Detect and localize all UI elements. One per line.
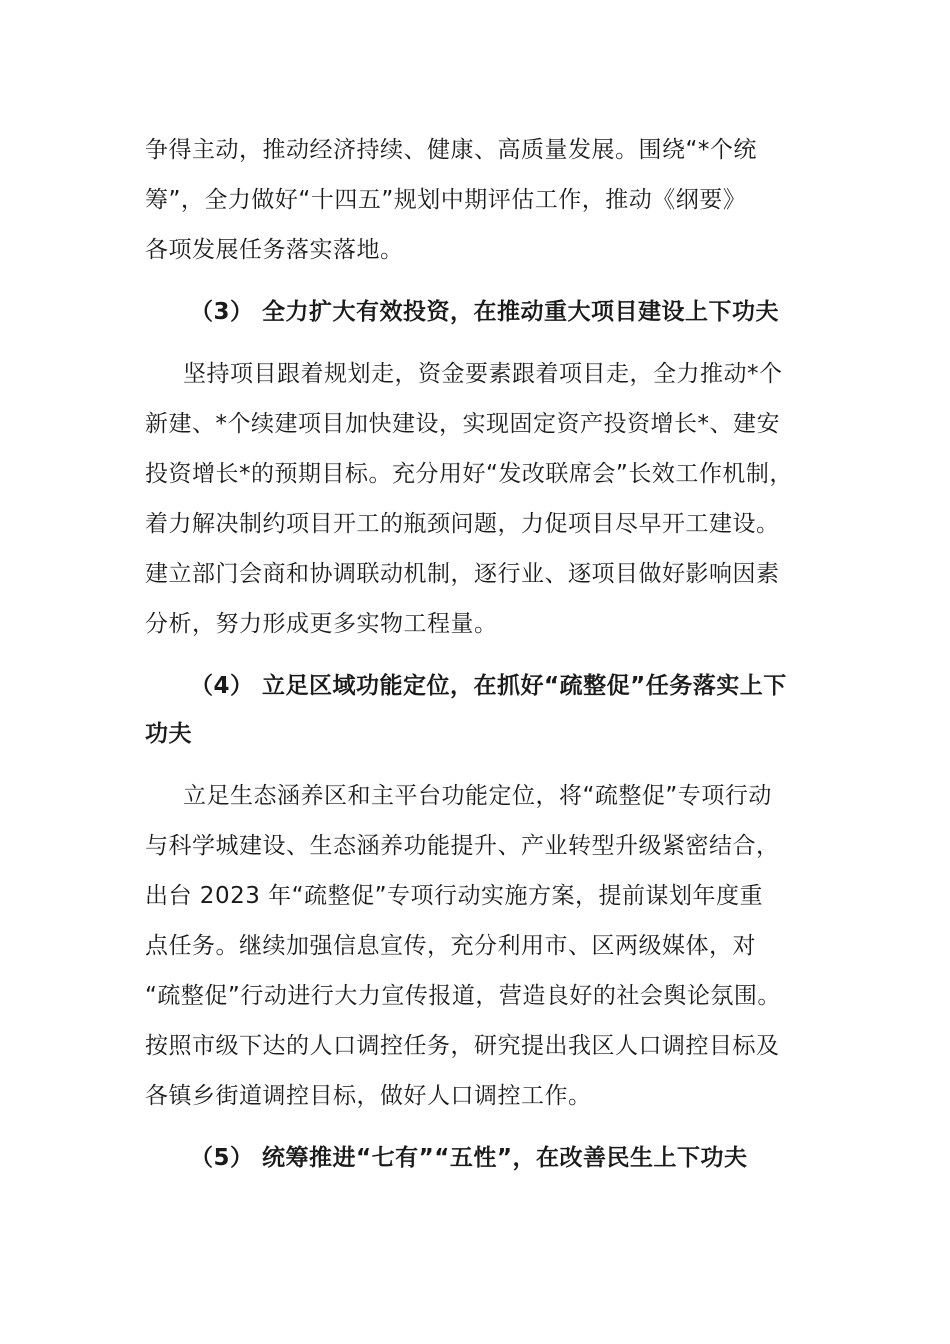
section-3-line-2: 新建、*个续建项目加快建设，实现固定资产投资增长*、建安	[145, 411, 780, 437]
intro-line-3: 各项发展任务落实落地。	[145, 237, 404, 263]
section-4-line-6: 按照市级下达的人口调控任务，研究提出我区人口调控目标及	[145, 1033, 780, 1059]
section-3-heading: （3） 全力扩大有效投资，在推动重大项目建设上下功夫	[190, 299, 780, 325]
section-4-heading-line-1: （4） 立足区域功能定位，在抓好“疏整促”任务落实上下	[190, 673, 787, 699]
intro-line-1: 争得主动，推动经济持续、健康、高质量发展。围绕“*个统	[145, 137, 757, 163]
section-4-line-5: “疏整促”行动进行大力宣传报道，营造良好的社会舆论氛围。	[145, 983, 781, 1009]
section-4-line-4: 点任务。继续加强信息宣传，充分利用市、区两级媒体，对	[145, 933, 756, 959]
section-3-line-3: 投资增长*的预期目标。充分用好“发改联席会”长效工作机制，	[145, 461, 793, 487]
section-3-line-5: 建立部门会商和协调联动机制，逐行业、逐项目做好影响因素	[145, 561, 780, 587]
section-3-line-1: 坚持项目跟着规划走，资金要素跟着项目走，全力推动*个	[183, 361, 783, 387]
section-3-line-6: 分析，努力形成更多实物工程量。	[145, 611, 498, 637]
intro-line-2: 筹”，全力做好“十四五”规划中期评估工作，推动《纲要》	[145, 187, 747, 213]
section-4-line-1: 立足生态涵养区和主平台功能定位，将“疏整促”专项行动	[183, 783, 772, 809]
section-4-line-3: 出台 2023 年“疏整促”专项行动实施方案，提前谋划年度重	[145, 883, 763, 909]
section-4-line-7: 各镇乡街道调控目标，做好人口调控工作。	[145, 1083, 592, 1109]
section-4-line-2: 与科学城建设、生态涵养功能提升、产业转型升级紧密结合，	[145, 833, 780, 859]
section-5-heading: （5） 统筹推进“七有”“五性”，在改善民生上下功夫	[190, 1145, 748, 1171]
section-4-heading-line-2: 功夫	[145, 721, 192, 747]
section-3-line-4: 着力解决制约项目开工的瓶颈问题，力促项目尽早开工建设。	[145, 511, 780, 537]
